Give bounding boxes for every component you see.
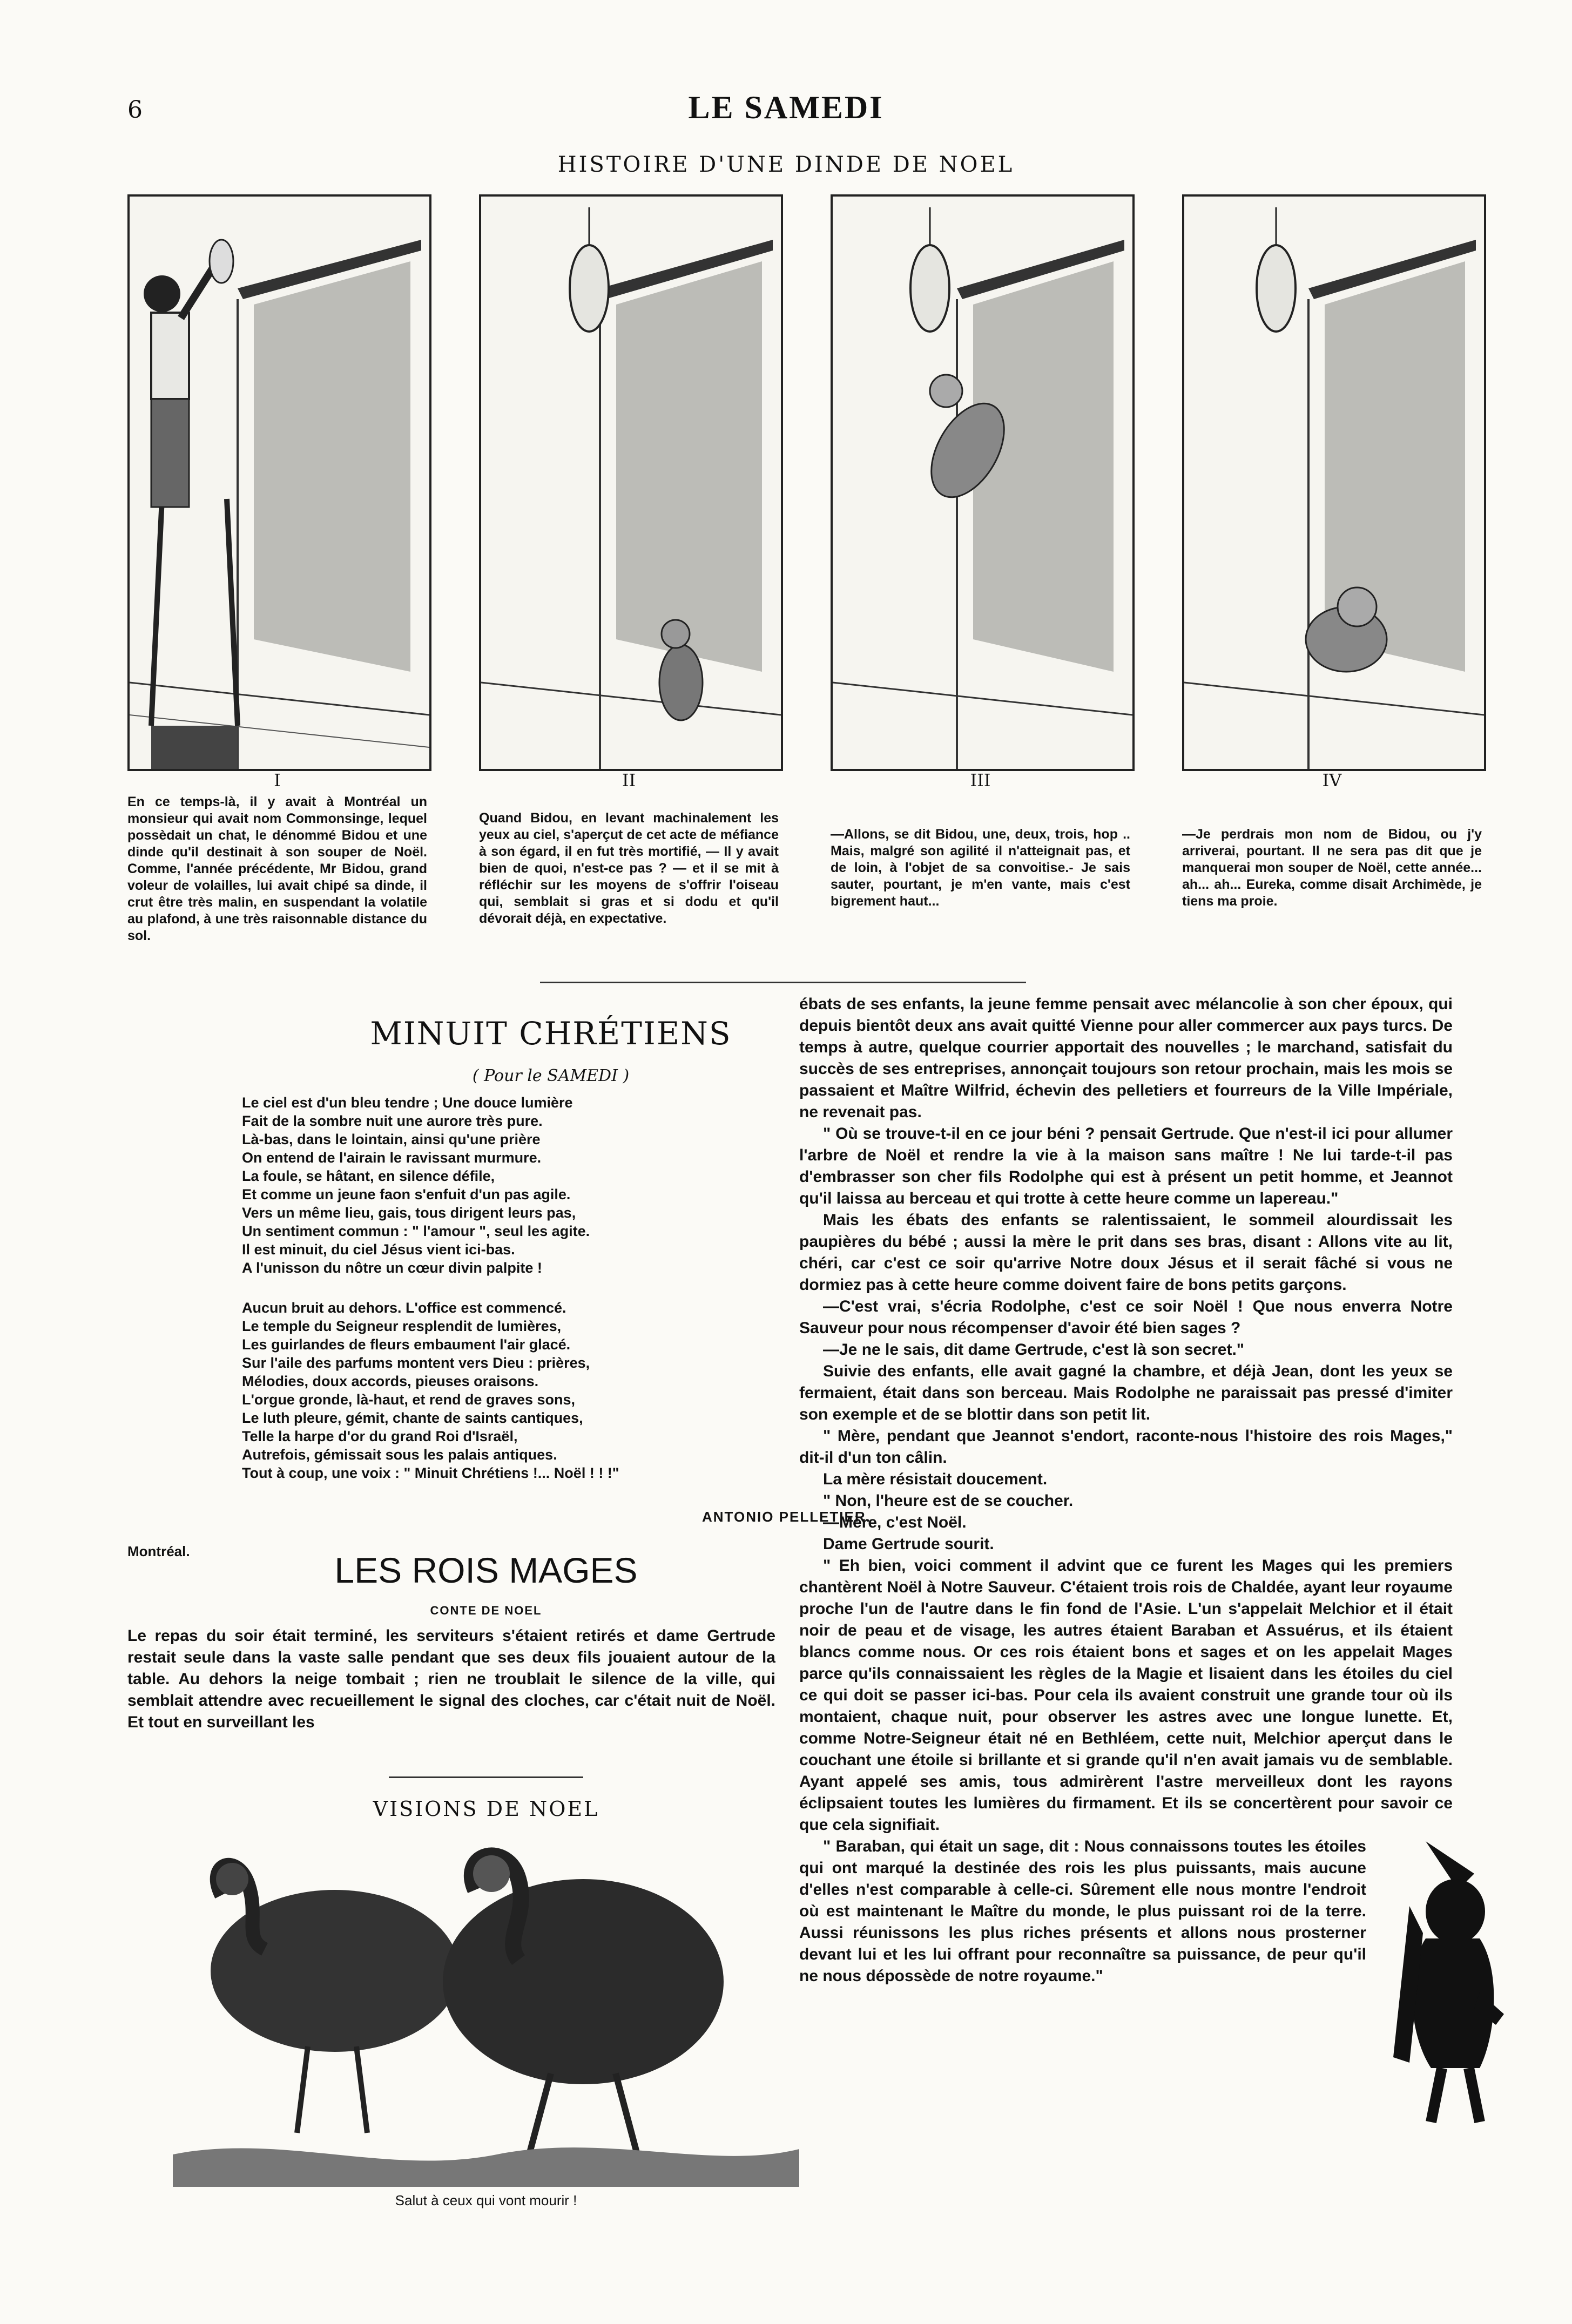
panel-numeral-1: I <box>274 770 281 791</box>
comic-title: HISTOIRE D'UNE DINDE DE NOEL <box>557 152 1015 177</box>
poem-signature: ANTONIO PELLETIER. <box>702 1509 871 1525</box>
poem-line: Là-bas, dans le lointain, ainsi qu'une prière <box>242 1131 541 1147</box>
story-subtitle: CONTE DE NOEL <box>430 1604 542 1617</box>
man-on-ladder-reaching-turkey-icon <box>130 197 429 769</box>
story-title: LES ROIS MAGES <box>334 1550 638 1590</box>
cat-jumping-at-turkey-icon <box>833 197 1132 769</box>
poem-line: Le ciel est d'un bleu tendre ; Une douce lumière <box>242 1095 573 1111</box>
story-paragraph: " Mère, pendant que Jeannot s'endort, raconte-nous l'histoire des rois Mages," dit-il d'un ton câlin. <box>799 1427 1453 1467</box>
cat-sitting-on-windowsill-icon <box>1184 197 1484 769</box>
poem-line: Et comme un jeune faon s'enfuit d'un pas agile. <box>242 1186 571 1202</box>
story-paragraph: La mère résistait doucement. <box>823 1470 1048 1488</box>
poem-line: Aucun bruit au dehors. L'office est commencé. <box>242 1300 566 1316</box>
illustration-caption: Salut à ceux qui vont mourir ! <box>395 2192 577 2208</box>
panel-numeral-2: II <box>622 770 636 791</box>
poem-line: Telle la harpe d'or du grand Roi d'Israël, <box>242 1428 518 1444</box>
panel-caption-1: En ce temps-là, il y avait à Montréal un monsieur qui avait nom Commonsinge, lequel possèdait un chat, le dénommé Bidou et une dinde qu'il destinait à son souper de Noël. Comme, l'année précédente, Mr Bidou, grand voleur de volailles, lui avait chipé sa dinde, il crut être très malin, en suspendant la volatile au plafond, à une très raisonnable distance du sol. <box>127 794 427 943</box>
poem-line: Le luth pleure, gémit, chante de saints cantiques, <box>242 1410 583 1426</box>
poem-line: La foule, se hâtant, en silence défile, <box>242 1168 495 1184</box>
section-divider <box>540 982 1026 983</box>
story-paragraph: —C'est vrai, s'écria Rodolphe, c'est ce soir Noël ! Que nous enverra Notre Sauveur pour nous récompenser d'avoir été bien sages ? <box>799 1298 1453 1337</box>
story-paragraph: Dame Gertrude sourit. <box>823 1535 994 1553</box>
story-paragraph: —Mère, c'est Noël. <box>823 1514 967 1531</box>
visions-divider <box>389 1776 583 1778</box>
story-paragraph: Mais les ébats des enfants se ralentissaient, le sommeil alourdissait les paupières du bébé ; aussi la mère le prit dans ses bras, disant : Allons vite au lit, chéri, car c'est ce soir qu'arrive Notre doux Jésus et il serait fâché si vous ne dormiez pas à cette heure comme doivent faire de bons petits garçons. <box>799 1211 1453 1294</box>
story-paragraph: " Baraban, qui était un sage, dit : Nous connaissons toutes les étoiles qui ont marqué la destinée des rois les plus puissants, mais aucune d'elles n'est comparable à celle-ci. Sûrement elle nous montre l'endroit où est maintenant le Maître du monde, le plus puissant roi de la terre. Aussi réunissons les plus riches présents et allons nous prosterner devant lui et les lui offrant pour reconnaître sa puissance, de peur qu'il ne nous dépossède de notre royaume." <box>799 1837 1366 1985</box>
story-paragraph: Suivie des enfants, elle avait gagné la chambre, et déjà Jean, dont les yeux se fermaient, était dans son berceau. Mais Rodolphe ne paraissait pas pressé d'imiter son exemple et de se blottir dans son petit lit. <box>799 1362 1453 1423</box>
panel-caption-2: Quand Bidou, en levant machinalement les yeux au ciel, s'aperçut de cet acte de méfiance à son égard, il en fut très mortifié, — Il y avait bien de quoi, n'est-ce pas ? — et il se mit à réfléchir sur les moyens de s'offrir l'oiseau qui, semblait si gras et si dodu et qu'il dévorait déjà, en expectative. <box>479 810 779 926</box>
masthead: LE SAMEDI <box>688 90 884 125</box>
poem-line: On entend de l'airain le ravissant murmure. <box>242 1150 542 1166</box>
poem-line: Vers un même lieu, gais, tous dirigent leurs pas, <box>242 1205 576 1221</box>
poem-line: Le temple du Seigneur resplendit de lumières, <box>242 1318 562 1334</box>
panel-caption-4: —Je perdrais mon nom de Bidou, ou j'y arriverai, pourtant. Il ne sera pas dit que je manquerai mon souper de Noël, cette année... ah... ah... Eureka, comme disait Archimède, je tiens ma proie. <box>1182 827 1482 909</box>
story-continuation <box>799 994 1453 1987</box>
illustration-title: VISIONS DE NOEL <box>373 1797 599 1821</box>
panel-caption-3: —Allons, se dit Bidou, une, deux, trois, hop .. Mais, malgré son agilité il n'atteignait pas, et de loin, à l'objet de sa convoitise.- Je sais sauter, pourtant, je m'en vante, mais c'est bigrement haut... <box>831 827 1130 909</box>
poem-line: Sur l'aile des parfums montent vers Dieu : prières, <box>242 1355 590 1371</box>
story-opening: Le repas du soir était terminé, les serviteurs s'étaient retirés et dame Gertrude restait seule dans la vaste salle pendant que ses deux fils jouaient autour de la table. Au dehors la neige tombait ; rien ne troublait le silence de la ville, qui semblait attendre avec recueillement le signal des cloches, car c'était nuit de Noël. Et tout en surveillant les <box>127 1627 775 1731</box>
comic-panel-2 <box>479 194 783 771</box>
poem-line: A l'unisson du nôtre un cœur divin palpite ! <box>242 1260 542 1276</box>
two-turkeys-illustration-icon <box>173 1830 799 2187</box>
poem <box>242 1093 712 1482</box>
story-paragraph: ébats de ses enfants, la jeune femme pensait avec mélancolie à son cher époux, qui depuis bientôt deux ans avait quitté Vienne pour aller commercer aux pays turcs. De temps à autre, quelque courrier apportait des nouvelles ; le marchand, satisfait du succès de ses entreprises, annonçait toujours son retour prochain, mais les mois se passaient et Maître Wilfrid, échevin des pelletiers et fourreurs de la Ville Impériale, ne revenait pas. <box>799 995 1453 1121</box>
poem-line: L'orgue gronde, là-haut, et rend de graves sons, <box>242 1391 576 1408</box>
comic-panel-4 <box>1182 194 1486 771</box>
cat-looking-up-at-turkey-icon <box>481 197 781 769</box>
comic-panel-3 <box>831 194 1135 771</box>
stanza-gap <box>242 1277 712 1299</box>
story-paragraph: " Où se trouve-t-il en ce jour béni ? pensait Gertrude. Que n'est-il ici pour allumer l'arbre de Noël et rendre la vie à la maison sans maître ! Ne lui tarde-t-il pas d'embrasser son cher fils Rodolphe qui est à présent un petit homme, et Jeannot qu'il laissa au berceau et qui trotte à cette heure comme un lapereau." <box>799 1125 1453 1207</box>
story-paragraph: " Non, l'heure est de se coucher. <box>823 1492 1074 1510</box>
poem-line: Il est minuit, du ciel Jésus vient ici-bas. <box>242 1241 515 1258</box>
poem-line: Les guirlandes de fleurs embaument l'air glacé. <box>242 1336 571 1353</box>
poem-line: Tout à coup, une voix : " Minuit Chrétiens !... Noël ! ! !" <box>242 1465 619 1481</box>
page-number: 6 <box>127 96 143 124</box>
story-paragraph: —Je ne le sais, dit dame Gertrude, c'est là son secret." <box>823 1341 1245 1359</box>
poem-title: MINUIT CHRÉTIENS <box>370 1015 732 1052</box>
story-paragraph: " Eh bien, voici comment il advint que ce furent les Mages qui les premiers chantèrent Noël à Notre Sauveur. C'étaient trois rois de Chaldée, ayant leur royaume proche l'un de l'autre dans le fin fond de l'Asie. L'un s'appelait Melchior et il était noir de peau et de visage, les autres étaient Baraban et Assuérus, et ils étaient blancs comme nous. Or ces rois étaient bons et sages et on les appelait Mages parce qu'ils connaissaient les règles de la Magie et lisaient dans les étoiles du ciel ce qui doit se passer ici-bas. Pour cela ils avaient construit une grande tour où ils montaient, chaque nuit, pour observer les astres avec une longue lunette. Et, comme Notre-Seigneur était né en Bethléem, cette nuit, Melchior aperçut dans le couchant une étoile si brillante et si grande qu'il n'en avait jamais vu de semblable. Ayant appelé ses amis, tous admirèrent l'astre merveilleux dont les rayons éclipsaient toutes les lumières du firmament. Et ils se concertèrent pour savoir ce que cela signifiait. <box>799 1557 1453 1834</box>
poem-subtitle: ( Pour le SAMEDI ) <box>472 1066 630 1085</box>
place-line: Montréal. <box>127 1543 190 1559</box>
panel-numeral-3: III <box>970 770 991 791</box>
panel-numeral-4: IV <box>1322 770 1342 791</box>
poem-line: Autrefois, gémissait sous les palais antiques. <box>242 1447 557 1463</box>
poem-line: Un sentiment commun : " l'amour ", seul les agite. <box>242 1223 590 1239</box>
poem-line: Fait de la sombre nuit une aurore très pure. <box>242 1113 543 1129</box>
comic-panel-1 <box>127 194 431 771</box>
poem-line: Mélodies, doux accords, pieuses oraisons. <box>242 1373 539 1389</box>
gnome-silhouette-icon <box>1393 1830 1507 2133</box>
